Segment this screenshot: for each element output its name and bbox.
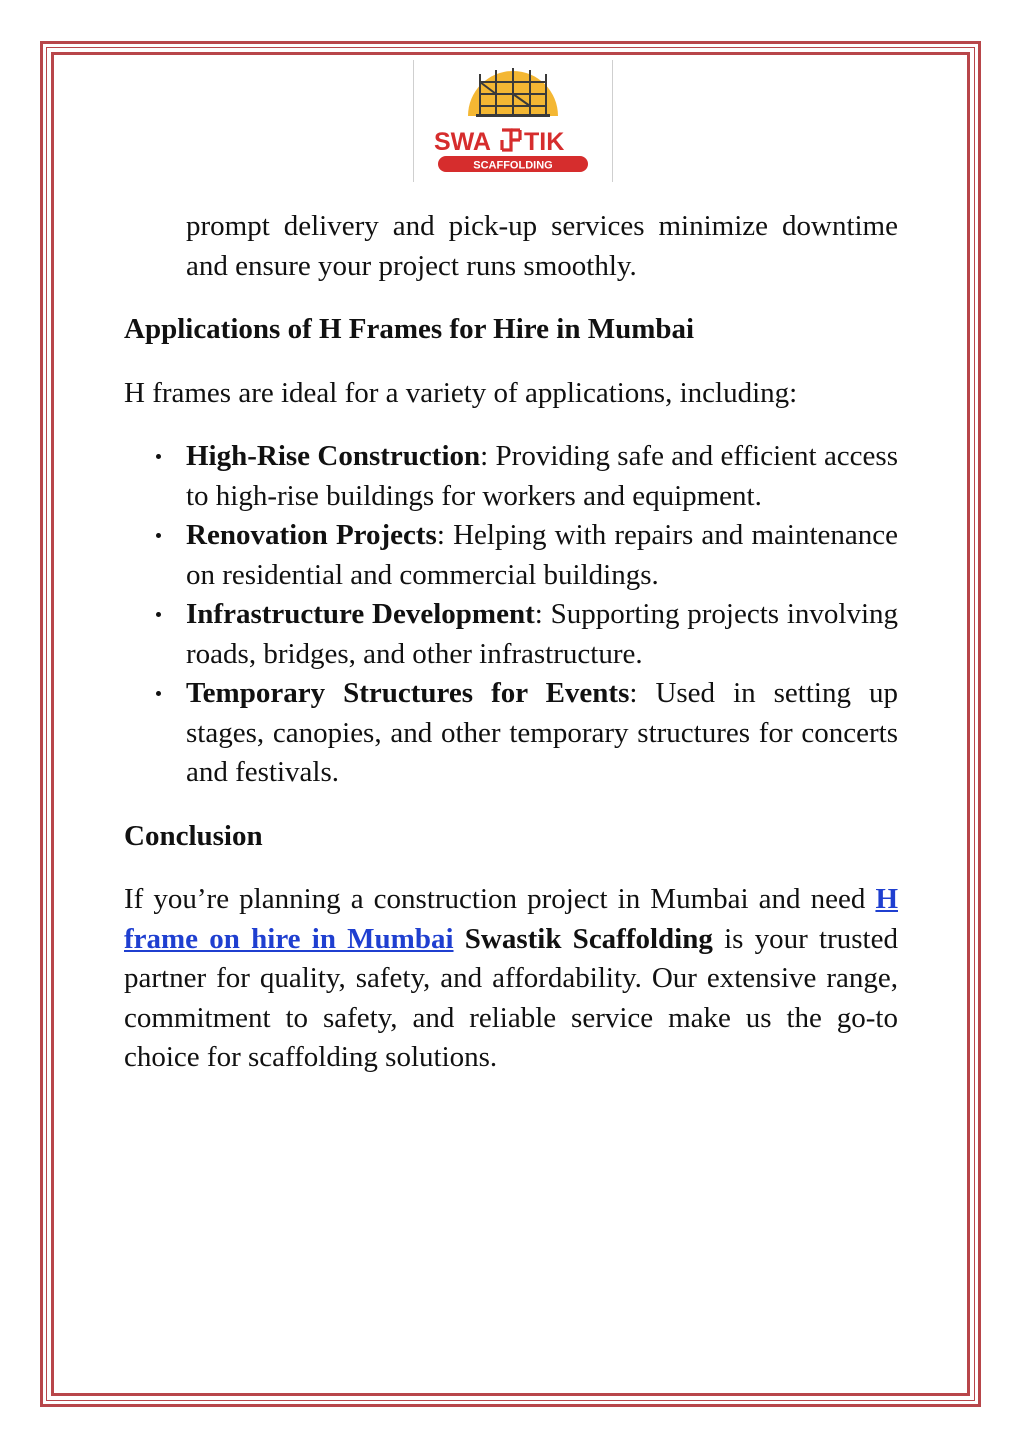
svg-text:SCAFFOLDING: SCAFFOLDING (473, 159, 553, 172)
applications-heading: Applications of H Frames for Hire in Mumbai (124, 313, 695, 345)
brand-name: Swastik Scaffolding (453, 922, 713, 955)
svg-text:SWA: SWA (434, 128, 491, 156)
conclusion-text-end: is your trusted partner for quality, safety, and affordability. Our extensive range, commitment to safety, and reliable service make us the go-to choice for scaffolding solutions. (124, 922, 898, 1073)
bullet-icon (156, 533, 161, 538)
list-item-term: High-Rise Construction (186, 440, 481, 472)
applications-intro: H frames are ideal for a variety of applications, including: (124, 376, 798, 409)
bullet-icon (156, 612, 161, 617)
list-item (124, 674, 898, 793)
list-item (124, 437, 898, 516)
bullet-icon (156, 454, 161, 459)
bullet-icon (156, 691, 161, 696)
list-item-text: : Providing safe and efficient access to high-rise buildings for workers and equipment. (186, 440, 898, 512)
conclusion-paragraph (124, 880, 898, 1078)
conclusion-text-start: If you’re planning a construction project in Mumbai and need (124, 883, 876, 915)
document-body (124, 207, 898, 1078)
list-item-text: : Helping with repairs and maintenance on residential and commercial buildings. (186, 519, 898, 591)
conclusion-heading: Conclusion (124, 819, 263, 852)
list-item-text: : Supporting projects involving roads, bridges, and other infrastructure. (186, 598, 898, 670)
list-item (124, 595, 898, 674)
list-item (124, 516, 898, 595)
swastik-logo-icon (414, 60, 612, 182)
list-item-term: Renovation Projects (186, 519, 437, 551)
list-item-term: Temporary Structures for Events (186, 677, 630, 709)
list-item-term: Infrastructure Development (186, 598, 535, 630)
svg-text:TIK: TIK (524, 128, 565, 156)
company-logo (413, 60, 613, 182)
list-item-text: : Used in setting up stages, canopies, and other temporary structures for concerts and festivals. (186, 677, 898, 788)
applications-list (124, 437, 898, 793)
h-frame-hire-link[interactable]: H frame on hire in Mumbai (124, 883, 898, 955)
intro-continuation: prompt delivery and pick-up services minimize downtime and ensure your project runs smoothly. (186, 210, 898, 282)
